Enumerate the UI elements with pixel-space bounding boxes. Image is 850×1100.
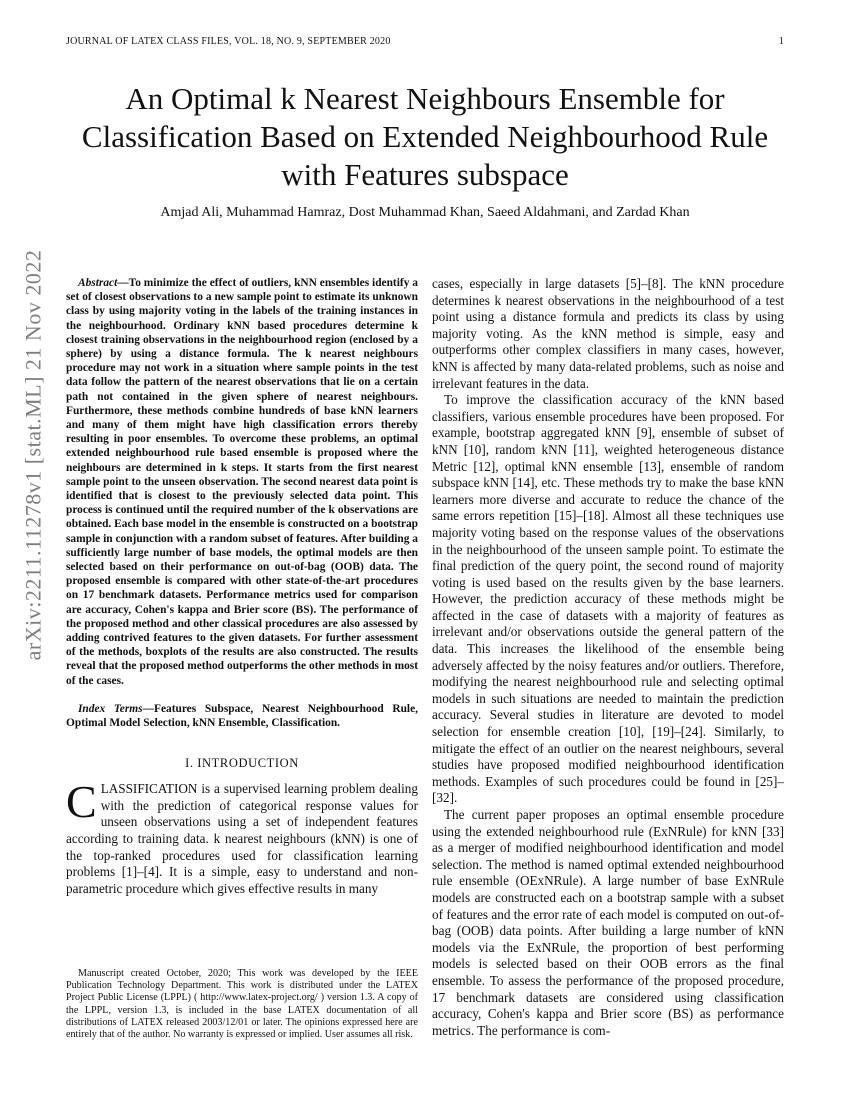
body-paragraph: The current paper proposes an optimal ensemble procedure using the extended neighbourhood rule (ExNRule) for kNN [33] as a merger of modified neighbourhood identification and model selection. The method is named optimal extended neighbourhood rule ensemble (OExNRule). A large number of base ExNRule models are constructed each on a bootstrap sample with a subset of features and the error rate of each model is computed on out-of-bag (OOB) data points. After building a large number of kNN models via the ExNRule, the proportion of best performing models is selected based on their OOB errors as the final ensemble. To assess the performance of the proposed procedure, 17 benchmark datasets are considered using classification accuracy, Cohen's kappa and Brier score (BS) as performance metrics. The performance is com- [432,807,784,1038]
arxiv-identifier: arXiv:2211.11278v1 [stat.ML] 21 Nov 2022 [20,249,46,661]
right-column [432,276,784,1039]
journal-line: JOURNAL OF LATEX CLASS FILES, VOL. 18, NO. 9, SEPTEMBER 2020 [66,36,391,47]
drop-cap: C [66,776,97,828]
section-heading: I. INTRODUCTION [185,756,299,771]
abstract [66,276,418,688]
paper-title: An Optimal k Nearest Neighbours Ensemble for Classification Based on Extended Neighbourhood Rule with Features subspace [81,81,769,192]
index-terms [66,702,418,730]
abstract-lead: Abstract [78,277,118,289]
body-paragraph: cases, especially in large datasets [5]–[8]. The kNN procedure determines k nearest observations in the neighbourhood of a test point using a distance formula and predicts its class by using majority voting. As the kNN method is simple, easy and outperforms other complex classifiers in many cases, however, kNN is affected by many data-related problems, such as noise and irrelevant features in the data. [432,276,784,391]
intro-paragraph [66,776,418,897]
left-column [66,276,418,897]
page-number: 1 [778,36,784,47]
index-terms-lead: Index Terms [78,702,143,715]
running-header [66,36,784,47]
intro-text: LASSIFICATION is a supervised learning problem dealing with the prediction of categorical response values for unseen observations using a set of independent features according to training data. k nearest neighbours (kNN) is one of the top-ranked procedures used for classification learning problems [1]–[4]. It is a simple, easy to understand and non-parametric procedure which gives effective results in many [66,781,418,896]
author-list: Amjad Ali, Muhammad Hamraz, Dost Muhammad Khan, Saeed Aldahmani, and Zardad Khan [160,205,690,220]
abstract-text: —To minimize the effect of outliers, kNN ensembles identify a set of closest observations to a new sample point to estimate its unknown class by using majority voting in the labels of the training instances in the neighbourhood. Ordinary kNN based procedures determine k closest training observations in the neighbourhood region (enclosed by a sphere) by using a distance formula. The k nearest neighbours procedure may not work in a situation where sample points in the test data follow the pattern of the nearest observations that lie on a certain path not contained in the given sphere of nearest neighbours. Furthermore, these methods combine hundreds of base kNN learners and many of them might have high classification errors thereby resulting in poor ensembles. To overcome these problems, an optimal extended neighbourhood rule based ensemble is proposed where the neighbours are determined in k steps. It starts from the first nearest sample point to the unseen observation. The second nearest data point is identified that is closest to the previously selected data point. This process is continued until the required number of the k observations are obtained. Each base model in the ensemble is constructed on a bootstrap sample in conjunction with a random subset of features. After building a sufficiently large number of base models, the optimal models are then selected based on their performance on out-of-bag (OOB) data. The proposed ensemble is compared with other state-of-the-art procedures on 17 benchmark datasets. Performance metrics used for comparison are accuracy, Cohen's kappa and Brier score (BS). The performance of the proposed method and other classical procedures are also assessed by adding contrived features to the given datasets. For further assessment of the methods, boxplots of the results are also constructed. The results reveal that the proposed method outperforms the other methods in most of the cases. [66,277,418,687]
footnote: Manuscript created October, 2020; This work was developed by the IEEE Publication Technology Department. This work is distributed under the LATEX Project Public License (LPPL) ( http://www.latex-project.org/ ) version 1.3. A copy of the LPPL, version 1.3, is included in the base LATEX documentation of all distributions of LATEX released 2003/12/01 or later. The opinions expressed here are entirely that of the author. No warranty is expressed or implied. User assumes all risk. [66,968,418,1041]
body-paragraph: To improve the classification accuracy of the kNN based classifiers, various ensemble procedures have been proposed. For example, bootstrap aggregated kNN [9], ensemble of subset of kNN [10], random kNN [11], weighted heterogeneous distance Metric [12], optimal kNN ensemble [13], ensemble of random subspace kNN [14], etc. These methods try to make the base kNN learners more diverse and accurate to reduce the chance of the same errors repetition [15]–[18]. Almost all these techniques use majority voting based on the response values of the observations in the neighbourhood of the unseen sample point. To estimate the final prediction of the query point, the second round of majority voting is used based on the results given by the base learners. However, the prediction accuracy of these methods might be affected in the case of datasets with a majority of features as irrelevant and/or observations outside the general pattern of the data. This increases the likelihood of the ensemble being adversely affected by the noisy features and/or outliers. Therefore, modifying the nearest neighbourhood rule and selecting optimal models in such situations are needed to maintain the prediction accuracy. Several studies in literature are devoted to model selection for ensemble creation [10], [19]–[24]. Similarly, to mitigate the effect of an outlier on the nearest neighbours, several studies have proposed modified neighbourhood identification methods. Examples of such procedures could be found in [25]–[32]. [432,392,784,806]
index-terms-text: —Features Subspace, Nearest Neighbourhood Rule, Optimal Model Selection, kNN Ensemble, Classification. [66,702,418,730]
arxiv-sidebar [8,249,58,661]
